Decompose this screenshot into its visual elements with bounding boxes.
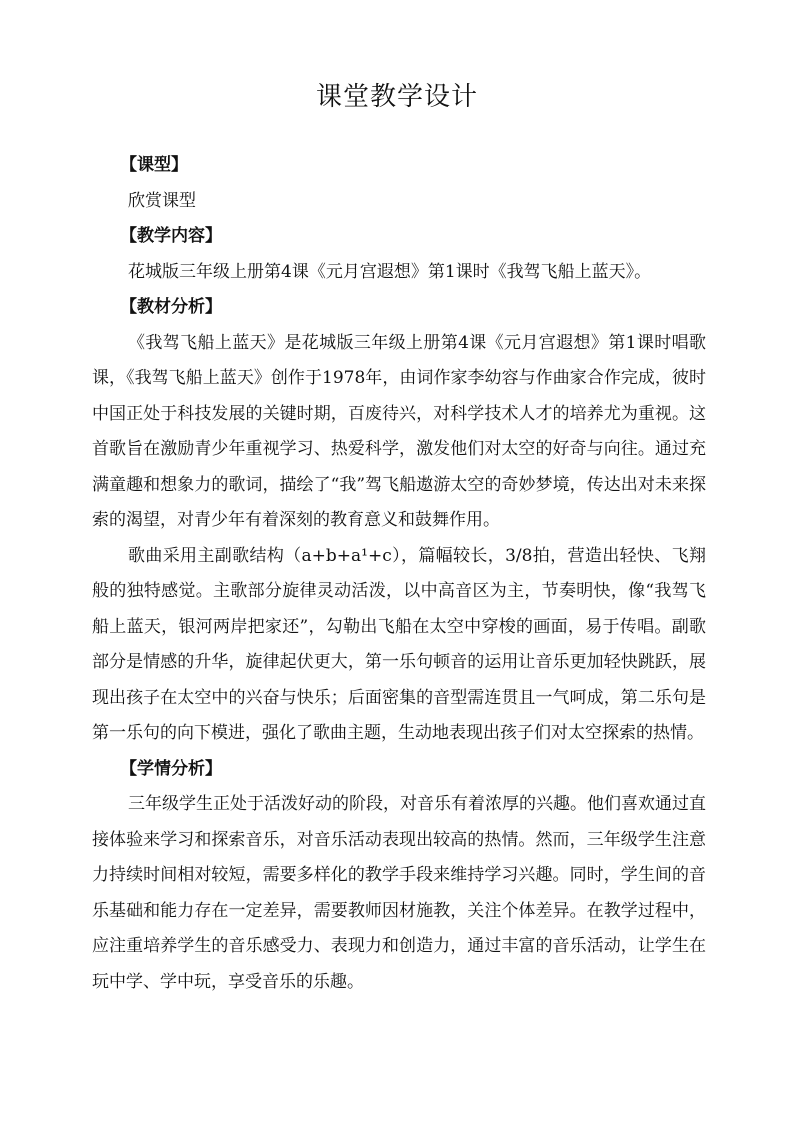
heading-material-analysis: 【教材分析】: [120, 297, 222, 317]
heading-student-analysis: 【学情分析】: [120, 758, 222, 779]
heading-course-type: 【课型】: [120, 155, 188, 175]
material-analysis-paragraph-2: 歌曲采用主副歌结构（a+b+a¹+c），篇幅较长，3/8拍，营造出轻快、飞翔般的独特感觉。主歌部分旋律灵动活泼，以中高音区为主，节奏明快，像“我驾飞船上蓝天，银河两岸把家还”，勾勒出飞船在太空中穿梭的画面，易于传唱。副歌部分是情感的升华，旋律起伏更大，第一乐句顿音的运用让音乐更加轻快跳跃，展现出孩子在太空中的兴奋与快乐；后面密集的音型需连贯且一气呵成，第二乐句是第一乐句的向下模进，强化了歌曲主题，生动地表现出孩子们对太空探索的热情。: [92, 545, 706, 743]
document-title: 课堂教学设计: [315, 82, 478, 112]
student-analysis-paragraph: 三年级学生正处于活泼好动的阶段，对音乐有着浓厚的兴趣。他们喜欢通过直接体验来学习和探索音乐，对音乐活动表现出较高的热情。然而，三年级学生注意力持续时间相对较短，需要多样化的教学手段来维持学习兴趣。同时，学生间的音乐基础和能力存在一定差异，需要教师因材施教，关注个体差异。在教学过程中，应注重培养学生的音乐感受力、表现力和创造力，通过丰富的音乐活动，让学生在玩中学、学中玩，享受音乐的乐趣。: [92, 794, 706, 992]
material-analysis-paragraph-1: 《我驾飞船上蓝天》是花城版三年级上册第4课《元月宫遐想》第1课时唱歌课，《我驾飞船上蓝天》创作于1978年，由词作家李幼容与作曲家合作完成，彼时中国正处于科技发展的关键时期，百废待兴，对科学技术人才的培养尤为重视。这首歌旨在激励青少年重视学习、热爱科学，激发他们对太空的好奇与向往。通过充满童趣和想象力的歌词，描绘了“我”驾飞船遨游太空的奇妙梦境，传达出对未来探索的渴望，对青少年有着深刻的教育意义和鼓舞作用。: [92, 332, 706, 530]
document-body: [92, 148, 706, 1000]
teaching-content-text: 花城版三年级上册第4课《元月宫遐想》第1课时《我驾飞船上蓝天》。: [128, 261, 652, 282]
heading-teaching-content: 【教学内容】: [120, 226, 222, 246]
course-type-text: 欣赏课型: [128, 190, 196, 211]
